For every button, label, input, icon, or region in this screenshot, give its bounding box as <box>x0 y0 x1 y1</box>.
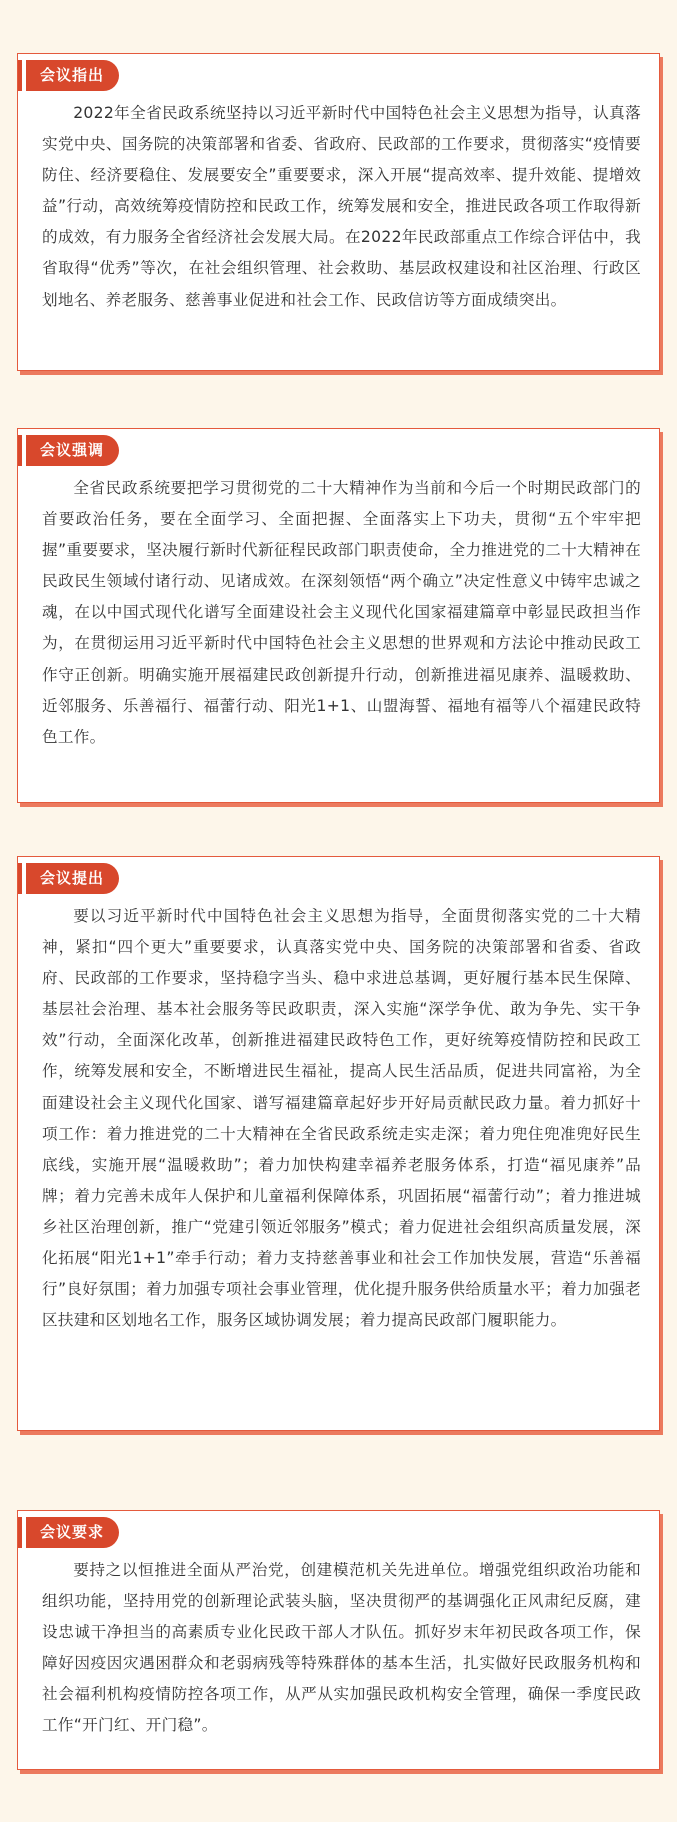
section-body-text: 2022年全省民政系统坚持以习近平新时代中国特色社会主义思想为指导，认真落实党中央、国务院的决策部署和省委、省政府、民政部的工作要求，贯彻落实“疫情要防住、经济要稳住、发展要安全”重要要求，深入开展“提高效率、提升效能、提增效益”行动，高效统筹疫情防控和民政工作，统筹发展和安全，推进民政各项工作取得新的成效，有力服务全省经济社会发展大局。在2022年民政部重点工作综合评估中，我省取得“优秀”等次，在社会组织管理、社会救助、基层政权建设和社区治理、行政区划地名、养老服务、慈善事业促进和社会工作、民政信访等方面成绩突出。 <box>42 104 641 309</box>
section-body-text: 全省民政系统要把学习贯彻党的二十大精神作为当前和今后一个时期民政部门的首要政治任务，要在全面学习、全面把握、全面落实上下功夫，贯彻“五个牢牢把握”重要要求，坚决履行新时代新征程民政部门职责使命，全力推进党的二十大精神在民政民生领域付诸行动、见诸成效。在深刻领悟“两个确立”决定性意义中铸牢忠诚之魂，在以中国式现代化谱写全面建设社会主义现代化国家福建篇章中彰显民政担当作为，在贯彻运用习近平新时代中国特色社会主义思想的世界观和方法论中推动民政工作守正创新。明确实施开展福建民政创新提升行动，创新推进福见康养、温暖救助、近邻服务、乐善福行、福蕾行动、阳光1+1、山盟海誓、福地有福等八个福建民政特色工作。 <box>42 479 641 746</box>
section-meeting-emphasized <box>17 428 660 803</box>
section-body-text: 要以习近平新时代中国特色社会主义思想为指导，全面贯彻落实党的二十大精神，紧扣“四个更大”重要要求，认真落实党中央、国务院的决策部署和省委、省政府、民政部的工作要求，坚持稳字当头、稳中求进总基调，更好履行基本民生保障、基层社会治理、基本社会服务等民政职责，深入实施“深学争优、敢为争先、实干争效”行动，全面深化改革，创新推进福建民政特色工作，更好统筹疫情防控和民政工作，统筹发展和安全，不断增进民生福祉，提高人民生活品质，促进共同富裕，为全面建设社会主义现代化国家、谱写福建篇章起好步开好局贡献民政力量。着力抓好十项工作：着力推进党的二十大精神在全省民政系统走实走深；着力兜住兜准兜好民生底线，实施开展“温暖救助”；着力加快构建幸福养老服务体系，打造“福见康养”品牌；着力完善未成年人保护和儿童福利保障体系，巩固拓展“福蕾行动”；着力推进城乡社区治理创新，推广“党建引领近邻服务”模式；着力促进社会组织高质量发展，深化拓展“阳光1+1”牵手行动；着力支持慈善事业和社会工作加快发展，营造“乐善福行”良好氛围；着力加强专项社会事业管理，优化提升服务供给质量水平；着力加强老区扶建和区划地名工作，服务区域协调发展；着力提高民政部门履职能力。 <box>42 907 641 1330</box>
section-body-text: 要持之以恒推进全面从严治党，创建模范机关先进单位。增强党组织政治功能和组织功能，坚持用党的创新理论武装头脑，坚决贯彻严的基调强化正风肃纪反腐，建设忠诚干净担当的高素质专业化民政干部人才队伍。抓好岁末年初民政各项工作，保障好因疫因灾遇困群众和老弱病残等特殊群体的基本生活，扎实做好民政服务机构和社会福利机构疫情防控各项工作，从严从实加强民政机构安全管理，确保一季度民政工作“开门红、开门稳”。 <box>42 1561 641 1735</box>
section-title-badge: 会议指出 <box>26 60 119 91</box>
section-meeting-noted <box>17 53 660 371</box>
section-title-badge: 会议要求 <box>26 1517 119 1548</box>
section-meeting-proposed <box>17 856 660 1431</box>
section-title-badge: 会议提出 <box>26 863 119 894</box>
section-title-badge: 会议强调 <box>26 435 119 466</box>
section-meeting-required <box>17 1510 660 1770</box>
